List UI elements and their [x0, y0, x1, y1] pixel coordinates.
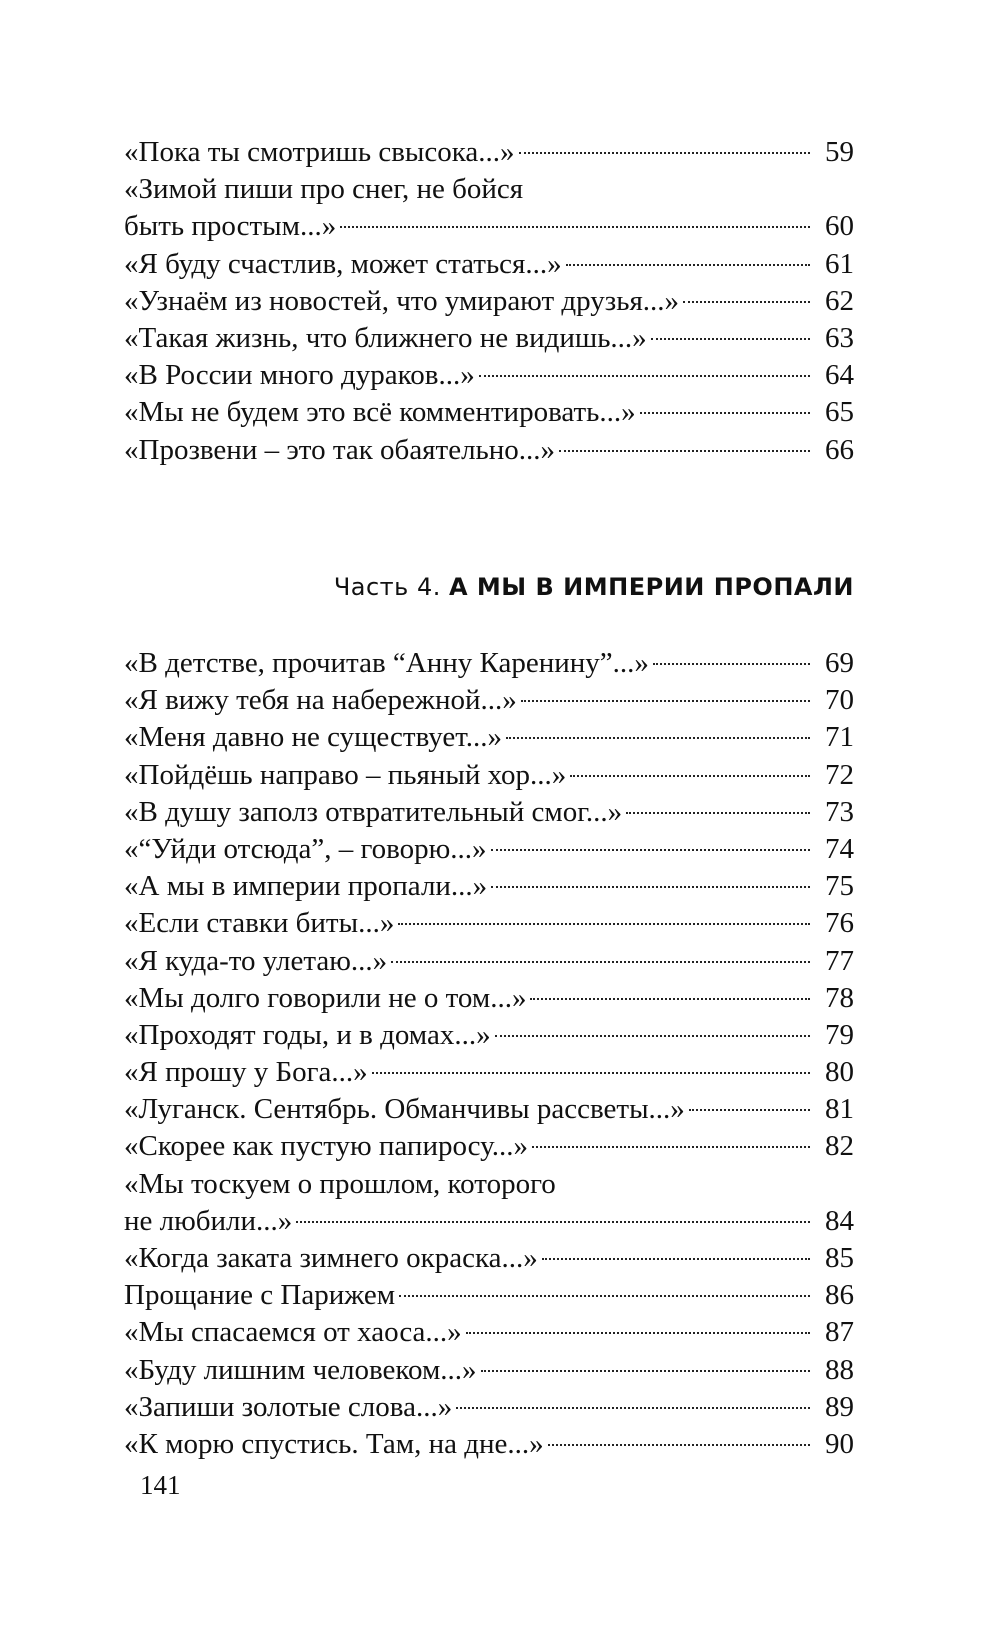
toc-entry-page: 81 — [825, 1093, 854, 1126]
toc-entry-title: «Меня давно не существует...» — [124, 721, 503, 754]
toc-entry-page: 64 — [825, 359, 854, 392]
toc-entry — [124, 1389, 854, 1426]
dot-leader — [566, 264, 810, 266]
toc-entry-title: «В детстве, прочитав “Анну Каренину”...» — [124, 647, 649, 679]
toc-entry — [124, 320, 854, 357]
toc-entry-page: 65 — [825, 396, 854, 429]
dot-leader — [479, 375, 810, 377]
toc-entry-page: 82 — [825, 1130, 854, 1163]
toc-entry — [124, 1054, 854, 1091]
dot-leader — [570, 775, 810, 777]
toc-entry — [124, 645, 854, 682]
toc-entry — [124, 943, 854, 980]
toc-bottom-section — [124, 645, 854, 1463]
toc-entry-page: 90 — [825, 1427, 854, 1460]
part-heading — [334, 573, 854, 601]
dot-leader — [640, 412, 810, 414]
toc-entry-page: 89 — [825, 1390, 854, 1423]
dot-leader — [491, 849, 810, 851]
toc-entry-title: «Мы не будем это всё комментировать...» — [124, 396, 636, 429]
dot-leader — [296, 1221, 810, 1223]
toc-entry — [124, 719, 854, 756]
dot-leader — [532, 1146, 810, 1148]
toc-entry-page: 63 — [825, 321, 854, 354]
dot-leader — [506, 737, 810, 739]
toc-entry — [124, 1091, 854, 1128]
toc-entry-title: «Пойдёшь направо – пьяный хор...» — [124, 758, 567, 791]
toc-entry-page: 77 — [825, 944, 854, 977]
toc-entry-title: «Запиши золотые слова...» — [124, 1390, 453, 1423]
toc-entry-page: 61 — [825, 247, 854, 280]
dot-leader — [530, 998, 810, 1000]
toc-entry — [124, 831, 854, 868]
part-label: Часть 4. — [333, 573, 441, 601]
dot-leader — [548, 1444, 810, 1446]
toc-entry-title: «Луганск. Сентябрь. Обманчивы рассветы...» — [124, 1093, 685, 1126]
dot-leader — [521, 700, 810, 702]
toc-entry-title: «Когда заката зимнего окраска...» — [124, 1242, 538, 1274]
toc-entry-page: 71 — [825, 721, 854, 754]
toc-entry-title: «Такая жизнь, что ближнего не видишь...» — [124, 321, 647, 354]
toc-entry-page: 59 — [825, 136, 854, 168]
toc-entry — [124, 1352, 854, 1389]
toc-entry-title: «К морю спустись. Там, на дне...» — [124, 1427, 544, 1460]
toc-entry — [124, 1203, 854, 1240]
dot-leader — [653, 663, 810, 665]
toc-entry-page: 76 — [825, 907, 854, 940]
dot-leader — [651, 338, 810, 340]
toc-entry-title: не любили...» — [124, 1204, 293, 1237]
toc-entry — [124, 246, 854, 283]
toc-entry-page: 86 — [825, 1279, 854, 1312]
toc-entry-title: «А мы в империи пропали...» — [124, 870, 488, 903]
toc-top-section — [124, 134, 854, 469]
toc-entry — [124, 283, 854, 320]
toc-entry-page: 84 — [825, 1204, 854, 1237]
dot-leader — [391, 961, 810, 963]
dot-leader — [689, 1109, 810, 1111]
toc-entry-title: «В душу заполз отвратительный смог...» — [124, 795, 623, 828]
toc-entry-page: 75 — [825, 870, 854, 903]
toc-entry — [124, 1314, 854, 1351]
toc-entry-title: Прощание с Парижем — [124, 1279, 396, 1312]
dot-leader — [559, 450, 810, 452]
toc-entry-title: «“Уйди отсюда”, – говорю...» — [124, 832, 487, 865]
toc-entry — [124, 394, 854, 431]
toc-entry-page: 72 — [825, 758, 854, 791]
toc-entry-page: 69 — [825, 647, 854, 679]
toc-entry-title: «Проходят годы, и в домах...» — [124, 1018, 491, 1051]
dot-leader — [542, 1258, 810, 1260]
toc-entry-title: «Я буду счастлив, может статься...» — [124, 247, 562, 280]
toc-entry-title: «Я вижу тебя на набережной...» — [124, 684, 517, 717]
toc-entry-page: 73 — [825, 795, 854, 828]
toc-entry — [124, 757, 854, 794]
toc-entry — [124, 1240, 854, 1277]
toc-entry-title: «Пока ты смотришь свысока...» — [124, 136, 515, 168]
toc-entry — [124, 134, 854, 171]
dot-leader — [491, 886, 810, 888]
toc-entry-page: 79 — [825, 1018, 854, 1051]
toc-entry-title-line: «Мы тоскуем о прошлом, которого — [124, 1167, 556, 1200]
page-number: 141 — [140, 1470, 181, 1500]
toc-entry — [124, 432, 854, 469]
part-title: А МЫ В ИМПЕРИИ ПРОПАЛИ — [448, 573, 854, 601]
toc-entry-title: «Прозвени – это так обаятельно...» — [124, 433, 556, 466]
dot-leader — [519, 152, 810, 154]
toc-entry — [124, 208, 854, 245]
toc-entry — [124, 980, 854, 1017]
dot-leader — [466, 1332, 810, 1334]
dot-leader — [495, 1035, 810, 1037]
dot-leader — [398, 923, 810, 925]
toc-entry — [124, 868, 854, 905]
toc-entry-title: «Скорее как пустую папиросу...» — [124, 1130, 529, 1163]
toc-entry — [124, 1426, 854, 1463]
toc-entry — [124, 794, 854, 831]
toc-entry-title: «Если ставки биты...» — [124, 907, 395, 940]
dot-leader — [340, 226, 810, 228]
toc-entry — [124, 1128, 854, 1165]
toc-entry-page: 80 — [825, 1056, 854, 1089]
toc-entry-page: 62 — [825, 284, 854, 317]
dot-leader — [372, 1072, 810, 1074]
toc-entry — [124, 1017, 854, 1054]
toc-entry-page: 88 — [825, 1353, 854, 1386]
toc-entry — [124, 357, 854, 394]
dot-leader — [683, 301, 810, 303]
toc-entry-page: 87 — [825, 1316, 854, 1349]
toc-entry — [124, 682, 854, 719]
toc-entry — [124, 1277, 854, 1314]
toc-entry-title: быть простым...» — [124, 210, 337, 243]
toc-entry-page: 74 — [825, 832, 854, 865]
toc-entry-page: 70 — [825, 684, 854, 717]
dot-leader — [626, 812, 810, 814]
dot-leader — [399, 1295, 810, 1297]
toc-entry — [124, 905, 854, 942]
toc-entry-title: «Мы долго говорили не о том...» — [124, 981, 527, 1014]
toc-entry-page: 66 — [825, 433, 854, 466]
toc-entry-title: «Я куда-то улетаю...» — [124, 944, 388, 977]
toc-entry-title: «Узнаём из новостей, что умирают друзья...» — [124, 284, 680, 317]
toc-entry-page: 78 — [825, 981, 854, 1014]
toc-entry-title: «В России много дураков...» — [124, 359, 475, 392]
dot-leader — [456, 1407, 810, 1409]
toc-entry-page: 60 — [825, 210, 854, 243]
toc-entry-title: «Мы спасаемся от хаоса...» — [124, 1316, 462, 1349]
toc-entry-title: «Я прошу у Бога...» — [124, 1056, 368, 1089]
toc-entry-title-line: «Зимой пиши про снег, не бойся — [124, 173, 524, 206]
dot-leader — [481, 1370, 810, 1372]
toc-entry-page: 85 — [825, 1242, 854, 1274]
toc-entry-title: «Буду лишним человеком...» — [124, 1353, 477, 1386]
